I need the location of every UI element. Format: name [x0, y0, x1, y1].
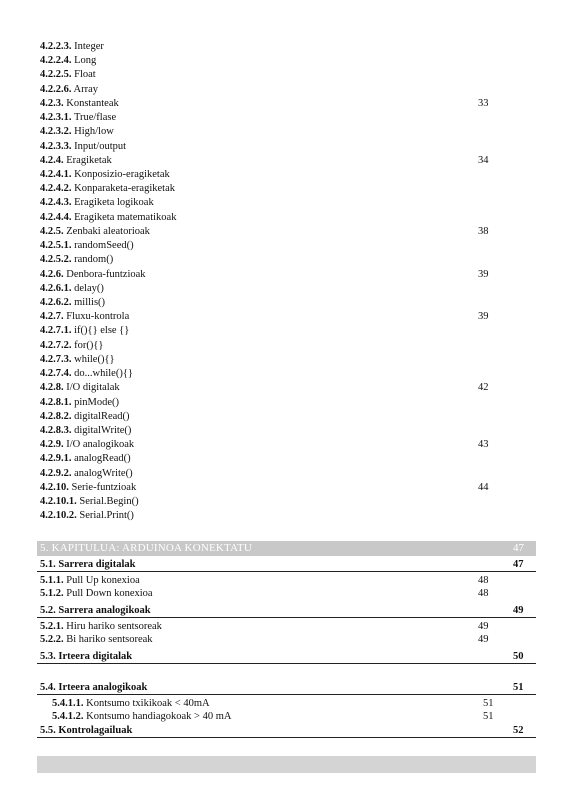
toc-entry-5-1-2[interactable] — [40, 587, 153, 600]
toc-page-5-1: 47 — [513, 559, 524, 570]
toc-entry-title: Eragiketa logikoak — [74, 197, 154, 208]
toc-entry[interactable] — [40, 83, 98, 96]
toc-entry-title: millis() — [74, 297, 106, 308]
toc-entry-5-4-1-2[interactable] — [52, 710, 231, 723]
toc-entry[interactable] — [40, 310, 129, 323]
toc-entry-title: Fluxu-kontrola — [66, 311, 130, 322]
toc-entry-number: 4.2.10. — [40, 482, 69, 493]
toc-entry[interactable] — [40, 140, 126, 153]
section-rule — [37, 663, 536, 664]
toc-page-5-2: 49 — [513, 605, 524, 616]
toc-entry[interactable] — [40, 381, 120, 394]
toc-entry-5-2-2[interactable] — [40, 633, 153, 646]
toc-entry-title: Pull Down konexioa — [66, 588, 153, 599]
toc-entry-number: 4.2.4.3. — [40, 197, 72, 208]
toc-entry[interactable] — [40, 367, 133, 380]
toc-page-5-1-1: 48 — [478, 575, 489, 586]
toc-entry-title: while(){} — [74, 354, 115, 365]
toc-entry-title: Serie-funtzioak — [71, 482, 137, 493]
toc-entry[interactable] — [40, 282, 104, 295]
toc-entry[interactable] — [40, 396, 119, 409]
toc-page-5-4-1-2: 51 — [483, 711, 494, 722]
toc-entry-number: 4.2.2.4. — [40, 55, 72, 66]
toc-section-5-3[interactable]: 5.3. Irteera digitalak — [40, 651, 133, 662]
toc-entry-title: Eragiketa matematikoak — [74, 212, 177, 223]
toc-section-5-1[interactable]: 5.1. Sarrera digitalak — [40, 559, 136, 570]
toc-entry[interactable] — [40, 211, 176, 224]
toc-entry-number: 4.2.8.2. — [40, 411, 72, 422]
toc-entry-title: for(){} — [74, 340, 104, 351]
toc-entry-page: 44 — [478, 482, 489, 493]
toc-entry-title: Serial.Print() — [79, 510, 134, 521]
toc-entry[interactable] — [40, 40, 104, 53]
toc-entry[interactable] — [40, 268, 146, 281]
toc-section-5-4[interactable]: 5.4. Irteera analogikoak — [40, 682, 148, 693]
toc-page-5-5: 52 — [513, 725, 524, 736]
toc-entry-title: digitalRead() — [74, 411, 130, 422]
toc-entry-title: Array — [73, 84, 99, 95]
toc-entry-title: I/O digitalak — [66, 382, 120, 393]
toc-entry-title: randomSeed() — [74, 240, 134, 251]
toc-page-5-4: 51 — [513, 682, 524, 693]
toc-entry-number: 4.2.6. — [40, 269, 64, 280]
toc-entry-title: Kontsumo handiagokoak > 40 mA — [86, 711, 232, 722]
toc-entry-number: 4.2.3. — [40, 98, 64, 109]
toc-entry-number: 4.2.7.3. — [40, 354, 72, 365]
toc-entry[interactable] — [40, 196, 154, 209]
toc-entry-number: 4.2.4.1. — [40, 169, 72, 180]
section-rule — [37, 737, 536, 738]
toc-entry-number: 4.2.4. — [40, 155, 64, 166]
toc-entry[interactable] — [40, 339, 103, 352]
toc-entry[interactable] — [40, 481, 136, 494]
toc-entry-title: Long — [74, 55, 97, 66]
toc-entry-title: Hiru hariko sentsoreak — [66, 621, 162, 632]
toc-entry-title: Integer — [74, 41, 104, 52]
next-chapter-bar — [37, 756, 536, 773]
toc-entry[interactable] — [40, 253, 113, 266]
toc-entry-number: 4.2.4.2. — [40, 183, 72, 194]
toc-entry-title: random() — [74, 254, 114, 265]
toc-entry-title: High/low — [74, 126, 114, 137]
toc-entry[interactable] — [40, 452, 131, 465]
toc-entry[interactable] — [40, 168, 170, 181]
toc-entry-number: 4.2.7. — [40, 311, 64, 322]
toc-entry-title: delay() — [74, 283, 104, 294]
toc-entry-number: 4.2.9. — [40, 439, 64, 450]
toc-entry-number: 5.4.1.1. — [52, 698, 84, 709]
toc-entry-number: 4.2.2.6. — [40, 84, 72, 95]
toc-page-5-2-1: 49 — [478, 621, 489, 632]
toc-entry-5-1-1[interactable] — [40, 574, 140, 587]
toc-entry-number: 4.2.5.1. — [40, 240, 72, 251]
toc-entry-page: 34 — [478, 155, 489, 166]
toc-entry-title: Bi hariko sentsoreak — [66, 634, 153, 645]
toc-entry-number: 4.2.7.2. — [40, 340, 72, 351]
toc-entry[interactable] — [40, 438, 134, 451]
toc-entry-number: 4.2.3.1. — [40, 112, 72, 123]
toc-section-5-5[interactable]: 5.5. Kontrolagailuak — [40, 725, 133, 736]
toc-entry-number: 4.2.4.4. — [40, 212, 72, 223]
toc-entry-title: Konstanteak — [66, 98, 119, 109]
toc-entry[interactable] — [40, 495, 139, 508]
toc-section-5-2[interactable]: 5.2. Sarrera analogikoak — [40, 605, 151, 616]
toc-entry-title: Kontsumo txikikoak < 40mA — [86, 698, 210, 709]
toc-entry-page: 39 — [478, 269, 489, 280]
toc-entry[interactable] — [40, 54, 96, 67]
toc-entry-5-2-1[interactable] — [40, 620, 162, 633]
toc-entry-number: 4.2.8.1. — [40, 397, 72, 408]
toc-entry[interactable] — [40, 111, 116, 124]
toc-page-5-3: 50 — [513, 651, 524, 662]
toc-entry[interactable] — [40, 324, 129, 337]
toc-page-5-4-1-1: 51 — [483, 698, 494, 709]
toc-entry-number: 5.4.1.2. — [52, 711, 84, 722]
toc-entry-title: pinMode() — [74, 397, 120, 408]
toc-entry-number: 4.2.6.1. — [40, 283, 72, 294]
toc-entry[interactable] — [40, 68, 96, 81]
toc-entry-title: Serial.Begin() — [79, 496, 139, 507]
toc-entry-title: Konposizio-eragiketak — [74, 169, 170, 180]
toc-entry-number: 4.2.5. — [40, 226, 64, 237]
toc-entry[interactable] — [40, 353, 115, 366]
chapter-title[interactable]: 5. KAPITULUA: ARDUINOA KONEKTATU — [40, 542, 253, 554]
toc-entry-number: 5.1.1. — [40, 575, 64, 586]
toc-entry[interactable] — [40, 182, 175, 195]
toc-entry[interactable] — [40, 467, 133, 480]
toc-entry-number: 4.2.3.3. — [40, 141, 72, 152]
toc-entry-number: 4.2.2.3. — [40, 41, 72, 52]
toc-entry-number: 4.2.7.1. — [40, 325, 72, 336]
toc-entry-title: do...while(){} — [74, 368, 133, 379]
toc-entry-number: 4.2.6.2. — [40, 297, 72, 308]
toc-entry-title: Pull Up konexioa — [66, 575, 140, 586]
section-rule — [37, 694, 536, 695]
toc-entry-title: Eragiketak — [66, 155, 112, 166]
toc-entry-title: Konparaketa-eragiketak — [74, 183, 175, 194]
toc-entry-number: 5.1.2. — [40, 588, 64, 599]
toc-entry-number: 4.2.10.2. — [40, 510, 77, 521]
toc-entry-number: 4.2.9.1. — [40, 453, 72, 464]
toc-entry-number: 4.2.2.5. — [40, 69, 72, 80]
toc-entry-page: 33 — [478, 98, 489, 109]
toc-entry[interactable] — [40, 296, 105, 309]
toc-entry-number: 4.2.10.1. — [40, 496, 77, 507]
toc-entry-page: 42 — [478, 382, 489, 393]
toc-entry-number: 4.2.9.2. — [40, 468, 72, 479]
toc-entry-page: 43 — [478, 439, 489, 450]
toc-entry[interactable] — [40, 239, 134, 252]
chapter-page: 47 — [513, 542, 524, 554]
toc-entry-title: digitalWrite() — [74, 425, 132, 436]
toc-entry-5-4-1-1[interactable] — [52, 697, 210, 710]
toc-page-5-2-2: 49 — [478, 634, 489, 645]
toc-entry-page: 39 — [478, 311, 489, 322]
toc-entry[interactable] — [40, 154, 112, 167]
toc-entry-number: 5.2.2. — [40, 634, 64, 645]
section-rule — [37, 617, 536, 618]
toc-entry-title: Float — [74, 69, 96, 80]
toc-entry-title: if(){} else {} — [74, 325, 130, 336]
toc-entry-title: Denbora-funtzioak — [66, 269, 146, 280]
toc-entry-title: Zenbaki aleatorioak — [66, 226, 150, 237]
toc-page-5-1-2: 48 — [478, 588, 489, 599]
toc-entry-number: 4.2.8.3. — [40, 425, 72, 436]
toc-entry[interactable] — [40, 225, 150, 238]
toc-entry-title: Input/output — [74, 141, 127, 152]
toc-entry-number: 4.2.5.2. — [40, 254, 72, 265]
toc-entry-number: 4.2.7.4. — [40, 368, 72, 379]
toc-entry-number: 4.2.3.2. — [40, 126, 72, 137]
toc-entry-title: analogWrite() — [74, 468, 133, 479]
toc-entry-number: 5.2.1. — [40, 621, 64, 632]
toc-entry-page: 38 — [478, 226, 489, 237]
section-rule — [37, 571, 536, 572]
toc-entry-title: True/flase — [73, 112, 117, 123]
toc-entry-title: I/O analogikoak — [66, 439, 135, 450]
toc-entry[interactable] — [40, 424, 131, 437]
toc-entry-number: 4.2.8. — [40, 382, 64, 393]
toc-entry[interactable] — [40, 125, 114, 138]
toc-entry[interactable] — [40, 509, 134, 522]
toc-entry-title: analogRead() — [74, 453, 131, 464]
toc-entry[interactable] — [40, 97, 119, 110]
toc-entry[interactable] — [40, 410, 130, 423]
